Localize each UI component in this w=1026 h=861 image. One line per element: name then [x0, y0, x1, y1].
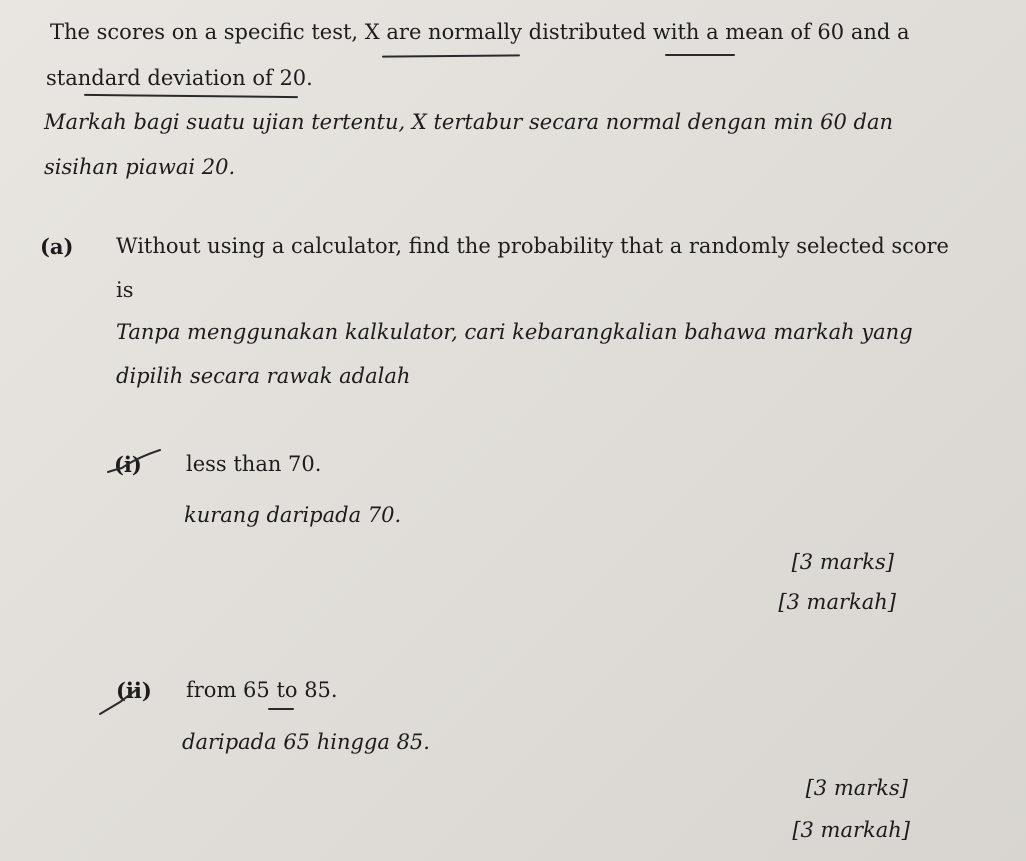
handwritten-check-mark-i	[104, 446, 164, 476]
handwritten-underline-mean	[665, 54, 735, 56]
sub-i-marks-malay: [3 markah]	[778, 590, 896, 614]
sub-i-malay: kurang daripada 70.	[184, 503, 402, 527]
sub-i-english: less than 70.	[186, 452, 322, 476]
handwritten-underline-to	[268, 708, 294, 710]
part-a-english-line-2: is	[116, 278, 134, 302]
part-a-label: (a)	[40, 234, 74, 259]
intro-english-line-2: standard deviation of 20.	[46, 66, 313, 90]
sub-ii-marks-english: [3 marks]	[805, 776, 908, 800]
intro-malay-line-1: Markah bagi suatu ujian tertentu, X tertabur secara normal dengan min 60 dan	[44, 110, 894, 134]
intro-malay-line-2: sisihan piawai 20.	[44, 155, 236, 179]
handwritten-check-mark-ii	[96, 688, 156, 718]
sub-ii-english: from 65 to 85.	[186, 678, 338, 702]
sub-i-label: (i)	[114, 452, 142, 477]
part-a-english-line-1: Without using a calculator, find the probability that a randomly selected score	[116, 234, 949, 258]
part-a-malay-line-2: dipilih secara rawak adalah	[116, 364, 411, 388]
part-a-malay-line-1: Tanpa menggunakan kalkulator, cari kebarangkalian bahawa markah yang	[116, 320, 913, 344]
sub-ii-malay: daripada 65 hingga 85.	[182, 730, 430, 754]
sub-ii-label: (ii)	[116, 678, 152, 703]
intro-english-line-1: The scores on a specific test, X are normally distributed with a mean of 60 and a	[50, 20, 910, 44]
sub-i-marks-english: [3 marks]	[791, 550, 894, 574]
handwritten-underline-standard-deviation	[84, 94, 298, 98]
sub-ii-marks-malay: [3 markah]	[792, 818, 910, 842]
handwritten-underline-normally-distributed	[382, 54, 520, 57]
